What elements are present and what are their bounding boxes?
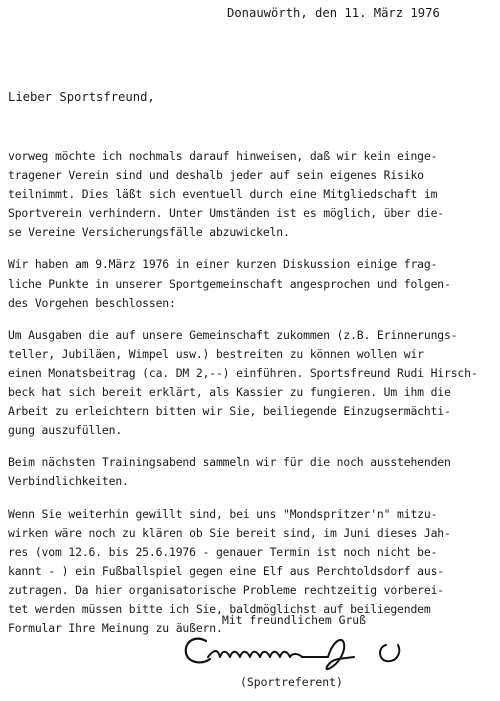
text-line: Sportverein verhindern. Unter Umständen ist es möglich, über die- (8, 206, 445, 221)
text-line: wirken wäre noch zu klären ob Sie bereit sind, im Juni dieses Jah- (8, 525, 451, 540)
text-line: des Vorgehen beschlossen: (8, 295, 176, 310)
text-line: Formular Ihre Meinung zu äußern. (8, 621, 223, 636)
text-line: Um Ausgaben die auf unsere Gemeinschaft zukommen (z.B. Erinnerungs- (8, 327, 458, 342)
text-line: teller, Jubiläen, Wimpel usw.) bestreiten zu können wollen wir (8, 346, 424, 361)
text-line: beck hat sich bereit erklärt, als Kassier zu fungieren. Um ihm die (8, 385, 451, 400)
text-line: Wenn Sie weiterhin gewillt sind, bei uns "Mondspritzer'n" mitzu- (8, 506, 438, 521)
text-line: tet werden müssen bitte ich Sie, baldmöglichst auf beiliegendem (8, 601, 431, 616)
dateline: Donauwörth, den 11. März 1976 (227, 6, 440, 20)
closing-greeting: Mit freundlichem Gruß (222, 613, 367, 627)
text-line: Verbindlichkeiten. (8, 474, 129, 489)
text-line: res (vom 12.6. bis 25.6.1976 - genauer Termin ist noch nicht be- (8, 544, 438, 559)
text-line: teilnimmt. Dies läßt sich eventuell durch eine Mitgliedschaft im (8, 187, 438, 202)
paragraph-discussion (8, 255, 500, 312)
salutation: Lieber Sportsfreund, (8, 90, 155, 104)
text-line: liche Punkte in unserer Sportgemeinschaft angesprochen und folgen- (8, 276, 451, 291)
text-line: gung auszufüllen. (8, 423, 123, 438)
letter-body (8, 147, 500, 651)
text-line: se Vereine Versicherungsfälle abzuwickeln. (8, 225, 290, 240)
text-line: Wir haben am 9.März 1976 in einer kurzen Diskussion einige frag- (8, 257, 438, 272)
text-line: zutragen. Da hier organisatorische Probleme rechtzeitig vorberei- (8, 582, 445, 597)
text-line: vorweg möchte ich nochmals darauf hinweisen, daß wir kein einge- (8, 149, 438, 163)
handwritten-signature (178, 627, 408, 675)
text-line: tragener Verein sind und deshalb jeder auf sein eigenes Risiko (8, 168, 424, 183)
text-line: Beim nächsten Trainingsabend sammeln wir für die noch ausstehenden (8, 455, 451, 470)
text-line: einen Monatsbeitrag (ca. DM 2,--) einführen. Sportsfreund Rudi Hirsch- (8, 365, 478, 380)
text-line: Arbeit zu erleichtern bitten wir Sie, beiliegende Einzugsermächti- (8, 404, 451, 419)
paragraph-membership-fee (8, 326, 500, 441)
paragraph-disclaimer (8, 147, 500, 242)
text-line: kannt - ) ein Fußballspiel gegen eine Elf aus Perchtoldsdorf aus- (8, 563, 445, 578)
paragraph-training (8, 453, 500, 491)
signature-caption: (Sportreferent) (240, 675, 343, 689)
